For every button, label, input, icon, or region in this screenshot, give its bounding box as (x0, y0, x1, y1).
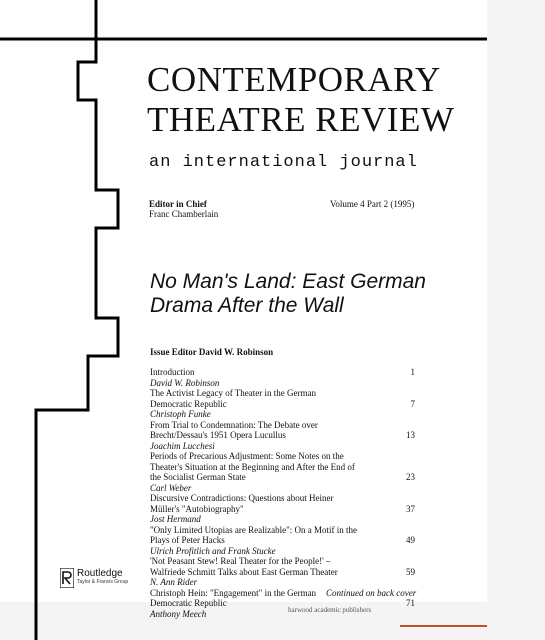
issue-editor: Issue Editor David W. Robinson (150, 347, 274, 357)
toc-entry (150, 388, 415, 420)
toc-entry (150, 556, 415, 588)
toc-title: Introduction (150, 367, 195, 377)
table-of-contents (150, 367, 415, 619)
journal-subtitle: an international journal (149, 153, 418, 172)
toc-page: 37 (406, 503, 415, 514)
toc-author: Joachim Lucchesi (150, 440, 215, 451)
toc-title: 'Not Peasant Stew! Real Theater for the People!' – Walfriede Schmitt Talks about East German Theater (150, 556, 338, 577)
toc-entry (150, 367, 415, 388)
issue-title-line1: No Man's Land: East German (150, 270, 426, 293)
toc-title: "Only Limited Utopias are Realizable": On a Motif in the Plays of Peter Hacks (150, 524, 358, 545)
routledge-logo (60, 568, 128, 588)
volume-info: Volume 4 Part 2 (1995) (330, 199, 415, 209)
toc-page: 49 (406, 535, 415, 545)
toc-title: From Trial to Condemnation: The Debate over Brecht/Dessau's 1951 Opera Lucullus (150, 419, 318, 440)
journal-title-line2: THEATRE REVIEW (147, 100, 455, 139)
publisher-name: harwood academic publishers (288, 606, 372, 614)
logo-name: Routledge (77, 568, 123, 579)
toc-title: Periods of Precarious Adjustment: Some Notes on the Theater's Situation at the Beginning and After the End of the Socialist German State (150, 451, 355, 482)
journal-title-line1: CONTEMPORARY (147, 60, 441, 99)
toc-title: Discursive Contradictions: Questions about Heiner Müller's "Autobiography" (150, 493, 334, 514)
toc-page: 13 (406, 430, 415, 440)
toc-title: The Activist Legacy of Theater in the German Democratic Republic (150, 388, 317, 409)
routledge-r-icon (60, 568, 74, 588)
toc-page: 59 (406, 566, 415, 577)
continued-note: Continued on back cover (326, 588, 417, 598)
toc-page: 71 (406, 598, 415, 608)
toc-page: 23 (406, 472, 415, 482)
toc-page: 1 (410, 367, 415, 377)
toc-author: Ulrich Profitlich and Frank Stucke (150, 545, 276, 556)
toc-entry (150, 493, 415, 525)
toc-entry (150, 420, 415, 452)
toc-author: Carl Weber (150, 482, 192, 493)
editor-in-chief-label: Editor in Chief (149, 199, 207, 209)
issue-title (150, 270, 426, 318)
toc-title: Christoph Hein: "Engagement" in the German Democratic Republic (150, 587, 317, 608)
editor-in-chief-name: Franc Chamberlain (149, 209, 219, 219)
toc-author: Anthony Meech (150, 608, 207, 619)
toc-entry (150, 525, 415, 557)
toc-author: N. Ann Rider (150, 577, 198, 587)
issue-title-line2: Drama After the Wall (150, 294, 344, 317)
toc-author: Jost Hermand (150, 514, 201, 524)
toc-author: David W. Robinson (150, 377, 220, 388)
toc-entry (150, 451, 415, 493)
toc-author: Christoph Funke (150, 409, 211, 419)
logo-subtitle: Taylor & Francis Group (77, 579, 129, 585)
toc-page: 7 (410, 398, 415, 409)
